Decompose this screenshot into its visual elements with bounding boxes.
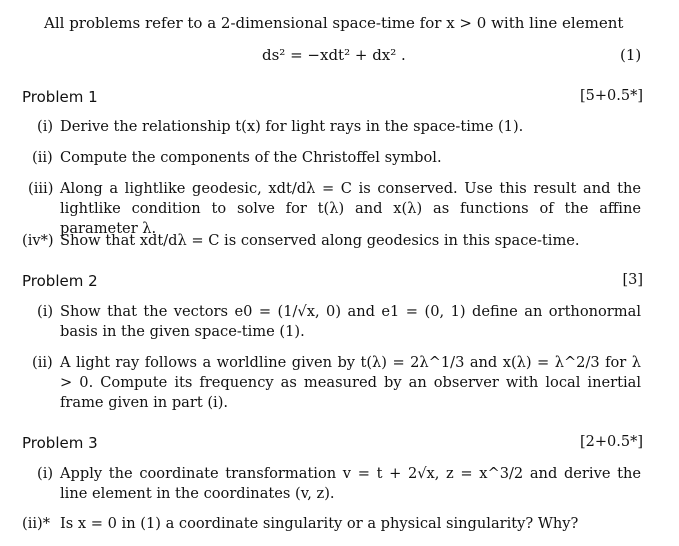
item-text: Show that xdt/dλ = C is conserved along geodesics in this space-time. — [60, 232, 580, 249]
item-text: Apply the coordinate transformation v = t + 2√x, z = x^3/2 and derive the line element in the coordinates (v, z). — [60, 465, 641, 502]
item-number: (iii) — [28, 180, 54, 197]
problem-3-title: Problem 3 — [22, 434, 98, 452]
item-text: A light ray follows a worldline given by t(λ) = 2λ^1/3 and x(λ) = λ^2/3 for λ > 0. Compute its frequency as measured by an observer with local inertial frame given in part (i). — [60, 354, 641, 411]
line-element-equation: ds² = −xdt² + dx² . — [262, 46, 406, 64]
intro-text: All problems refer to a 2-dimensional space-time for x > 0 with line element — [44, 14, 624, 32]
problem-2-title: Problem 2 — [22, 272, 98, 290]
item-text: Show that the vectors e0 = (1/√x, 0) and e1 = (0, 1) define an orthonormal basis in the given space-time (1). — [60, 303, 641, 340]
item-number: (ii) — [32, 354, 53, 371]
item-number: (ii) — [32, 149, 53, 166]
item-text: Compute the components of the Christoffel symbol. — [60, 149, 442, 166]
problem-1-points: [5+0.5*] — [580, 88, 643, 104]
item-number: (i) — [37, 303, 54, 320]
item-text: Derive the relationship t(x) for light rays in the space-time (1). — [60, 118, 524, 135]
item-number: (i) — [37, 465, 54, 482]
item-text: Is x = 0 in (1) a coordinate singularity or a physical singularity? Why? — [60, 515, 579, 532]
equation-number: (1) — [620, 46, 642, 64]
item-text: Along a lightlike geodesic, xdt/dλ = C is conserved. Use this result and the lightlike condition to solve for t(λ) and x(λ) as functions of the affine parameter λ. — [60, 180, 641, 237]
problem-3-points: [2+0.5*] — [580, 434, 643, 450]
item-number: (ii)* — [22, 515, 51, 532]
item-number: (iv*) — [22, 232, 54, 249]
problem-2-points: [3] — [622, 272, 643, 288]
item-number: (i) — [37, 118, 54, 135]
problem-1-title: Problem 1 — [22, 88, 98, 106]
